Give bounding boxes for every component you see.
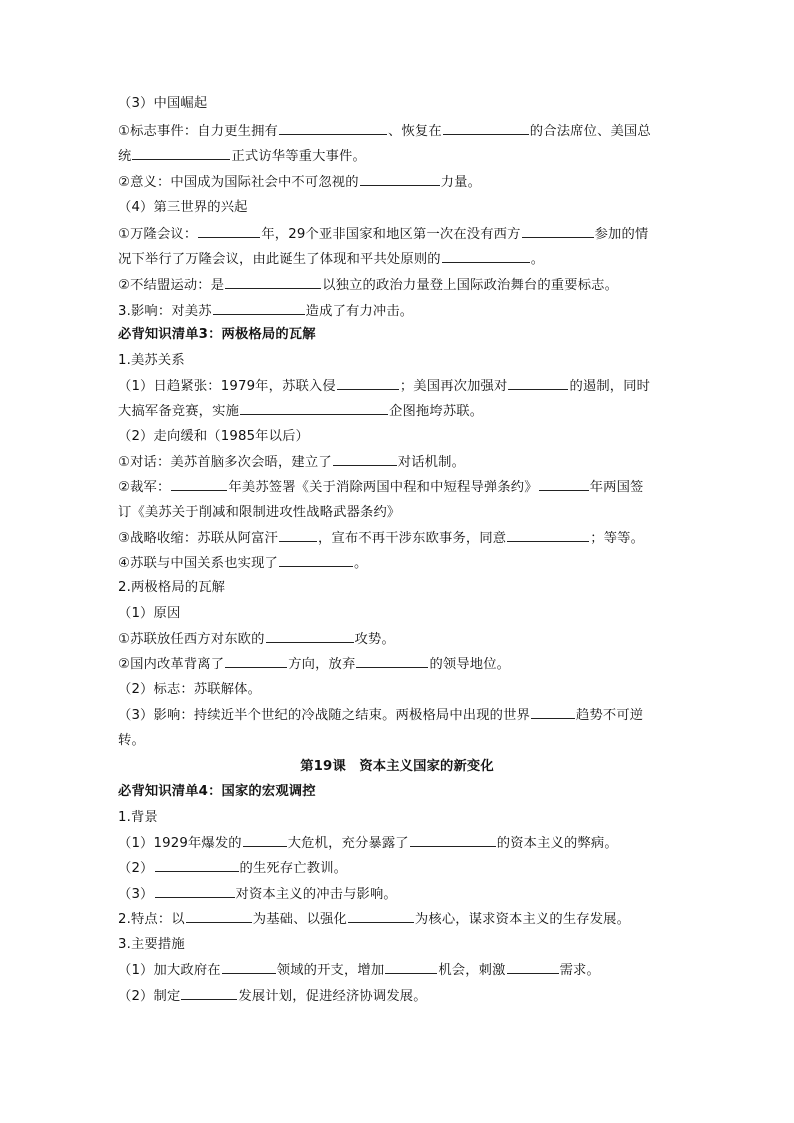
answer-blank[interactable] bbox=[508, 376, 568, 390]
text-run: 对话机制。 bbox=[397, 455, 466, 470]
text-run: 为核心，谋求资本主义的生存发展。 bbox=[414, 912, 631, 927]
text-line bbox=[118, 960, 600, 981]
text-line bbox=[118, 578, 225, 598]
answer-blank[interactable] bbox=[360, 172, 440, 186]
text-run: 发展计划，促进经济协调发展。 bbox=[238, 989, 427, 1004]
answer-blank[interactable] bbox=[225, 275, 321, 289]
text-run: ③战略收缩：苏联从阿富汗 bbox=[118, 531, 278, 546]
answer-blank[interactable] bbox=[348, 909, 414, 923]
text-run: ②裁军： bbox=[118, 480, 171, 495]
text-run: ①万隆会议： bbox=[118, 227, 198, 242]
text-run: 。 bbox=[530, 252, 545, 267]
answer-blank[interactable] bbox=[240, 401, 388, 415]
text-run: 的生死存亡教训。 bbox=[239, 861, 348, 876]
text-run: 必背知识清单4：国家的宏观调控 bbox=[118, 784, 316, 799]
text-line bbox=[118, 146, 366, 167]
text-line bbox=[118, 121, 651, 142]
text-run: 正式访华等重大事件。 bbox=[231, 149, 366, 164]
text-run: 年美苏签署《关于消除两国中程和中短程导弹条约》 bbox=[228, 480, 538, 495]
answer-blank[interactable] bbox=[181, 986, 237, 1000]
text-line bbox=[118, 705, 643, 726]
section-heading bbox=[118, 325, 316, 345]
answer-blank[interactable] bbox=[243, 833, 287, 847]
text-run: 机会，刺激 bbox=[438, 963, 506, 978]
answer-blank[interactable] bbox=[132, 146, 230, 160]
text-run: ①对话：美苏首脑多次会晤，建立了 bbox=[118, 455, 332, 470]
text-run: 必背知识清单3：两极格局的瓦解 bbox=[118, 327, 316, 342]
text-run: 需求。 bbox=[559, 963, 600, 978]
text-run: 参加的情 bbox=[594, 227, 649, 242]
text-line bbox=[118, 680, 261, 700]
text-run: （1）日趋紧张：1979年，苏联入侵 bbox=[118, 379, 336, 394]
text-run: （1）1929年爆发的 bbox=[118, 836, 242, 851]
text-line bbox=[118, 986, 427, 1007]
text-run: 方向，放弃 bbox=[288, 657, 356, 672]
text-run: ④苏联与中国关系也实现了 bbox=[118, 556, 278, 571]
answer-blank[interactable] bbox=[186, 909, 252, 923]
text-line bbox=[118, 275, 618, 296]
answer-blank[interactable] bbox=[266, 629, 354, 643]
text-run: （4）第三世界的兴起 bbox=[118, 200, 248, 215]
text-run: 的合法席位、美国总 bbox=[529, 124, 651, 139]
text-run: （2）标志：苏联解体。 bbox=[118, 682, 262, 697]
text-run: 大搞军备竞赛，实施 bbox=[118, 404, 240, 419]
text-run: ②意义：中国成为国际社会中不可忽视的 bbox=[118, 175, 359, 190]
text-line bbox=[118, 909, 630, 930]
text-run: 企图拖垮苏联。 bbox=[389, 404, 484, 419]
text-run: 领域的开支，增加 bbox=[276, 963, 385, 978]
answer-blank[interactable] bbox=[213, 301, 305, 315]
text-line bbox=[118, 528, 644, 549]
text-line bbox=[118, 604, 180, 624]
answer-blank[interactable] bbox=[225, 654, 287, 668]
text-line bbox=[118, 858, 347, 879]
text-run: （3） bbox=[118, 887, 154, 902]
text-run: ②不结盟运动：是 bbox=[118, 278, 225, 293]
text-run: ，宣布不再干涉东欧事务，同意 bbox=[318, 531, 507, 546]
text-line bbox=[118, 198, 248, 218]
text-run: （2）制定 bbox=[118, 989, 181, 1004]
text-run: 3.主要措施 bbox=[118, 937, 185, 952]
text-run: ；等等。 bbox=[590, 531, 645, 546]
text-line bbox=[118, 833, 618, 854]
text-line bbox=[118, 94, 207, 114]
text-run: ；美国再次加强对 bbox=[399, 379, 508, 394]
text-line bbox=[118, 224, 648, 245]
text-run: 的领导地位。 bbox=[429, 657, 511, 672]
answer-blank[interactable] bbox=[279, 121, 387, 135]
answer-blank[interactable] bbox=[410, 833, 496, 847]
answer-blank[interactable] bbox=[155, 884, 235, 898]
text-run: 年，29个亚非国家和地区第一次在没有西方 bbox=[261, 227, 521, 242]
answer-blank[interactable] bbox=[385, 960, 437, 974]
text-line bbox=[118, 452, 465, 473]
text-run: 统 bbox=[118, 149, 132, 164]
answer-blank[interactable] bbox=[171, 477, 227, 491]
text-run: ①苏联放任西方对东欧的 bbox=[118, 632, 265, 647]
answer-blank[interactable] bbox=[522, 224, 594, 238]
text-line bbox=[118, 351, 185, 371]
text-run: （3）影响：持续近半个世纪的冷战随之结束。两极格局中出现的世界 bbox=[118, 708, 531, 723]
text-run: 趋势不可逆 bbox=[576, 708, 644, 723]
text-run: 攻势。 bbox=[354, 632, 395, 647]
text-line bbox=[118, 884, 397, 905]
text-run: 。 bbox=[354, 556, 368, 571]
text-line bbox=[118, 427, 309, 447]
text-line bbox=[118, 503, 400, 523]
text-run: 以独立的政治力量登上国际政治舞台的重要标志。 bbox=[322, 278, 619, 293]
text-run: （2）走向缓和（1985年以后） bbox=[118, 429, 309, 444]
text-run: 年两国签 bbox=[589, 480, 644, 495]
text-run: 、恢复在 bbox=[388, 124, 442, 139]
text-line bbox=[118, 477, 644, 498]
answer-blank[interactable] bbox=[333, 452, 397, 466]
text-line bbox=[118, 629, 395, 650]
text-run: ②国内改革背离了 bbox=[118, 657, 225, 672]
answer-blank[interactable] bbox=[337, 376, 399, 390]
answer-blank[interactable] bbox=[279, 553, 353, 567]
text-run: 第19课 资本主义国家的新变化 bbox=[300, 759, 494, 774]
text-line bbox=[118, 553, 367, 574]
text-run: （2） bbox=[118, 861, 154, 876]
answer-blank[interactable] bbox=[507, 960, 559, 974]
answer-blank[interactable] bbox=[443, 121, 529, 135]
text-run: 1.美苏关系 bbox=[118, 353, 185, 368]
text-run: 造成了有力冲击。 bbox=[305, 304, 414, 319]
text-line bbox=[118, 935, 185, 955]
text-run: 2.特点：以 bbox=[118, 912, 185, 927]
text-run: 的资本主义的弊病。 bbox=[496, 836, 618, 851]
text-line bbox=[118, 808, 158, 828]
text-run: 大危机，充分暴露了 bbox=[287, 836, 409, 851]
text-run: （3）中国崛起 bbox=[118, 96, 208, 111]
text-run: 转。 bbox=[118, 733, 145, 748]
text-line bbox=[118, 249, 544, 270]
text-line bbox=[118, 376, 650, 397]
answer-blank[interactable] bbox=[198, 224, 260, 238]
text-run: 对资本主义的冲击与影响。 bbox=[235, 887, 397, 902]
text-line bbox=[118, 301, 413, 322]
answer-blank[interactable] bbox=[507, 528, 589, 542]
answer-blank[interactable] bbox=[222, 960, 276, 974]
text-run: 力量。 bbox=[440, 175, 482, 190]
lesson-title bbox=[0, 757, 794, 777]
answer-blank[interactable] bbox=[356, 654, 428, 668]
text-run: ①标志事件：自力更生拥有 bbox=[118, 124, 278, 139]
text-run: 3.影响：对美苏 bbox=[118, 304, 212, 319]
answer-blank[interactable] bbox=[531, 705, 575, 719]
text-run: 为基础、以强化 bbox=[252, 912, 347, 927]
answer-blank[interactable] bbox=[539, 477, 589, 491]
answer-blank[interactable] bbox=[279, 528, 317, 542]
text-run: 况下举行了万隆会议，由此诞生了体现和平共处原则的 bbox=[118, 252, 441, 267]
text-run: （1）原因 bbox=[118, 606, 181, 621]
text-run: （1）加大政府在 bbox=[118, 963, 221, 978]
section-heading bbox=[118, 782, 316, 802]
text-line bbox=[118, 731, 145, 751]
answer-blank[interactable] bbox=[155, 858, 239, 872]
text-run: 1.背景 bbox=[118, 810, 158, 825]
text-line bbox=[118, 172, 481, 193]
text-run: 订《美苏关于削减和限制进攻性战略武器条约》 bbox=[118, 505, 401, 520]
text-line bbox=[118, 401, 483, 422]
text-run: 的遏制，同时 bbox=[569, 379, 651, 394]
text-line bbox=[118, 654, 510, 675]
text-run: 2.两极格局的瓦解 bbox=[118, 580, 226, 595]
answer-blank[interactable] bbox=[442, 249, 530, 263]
